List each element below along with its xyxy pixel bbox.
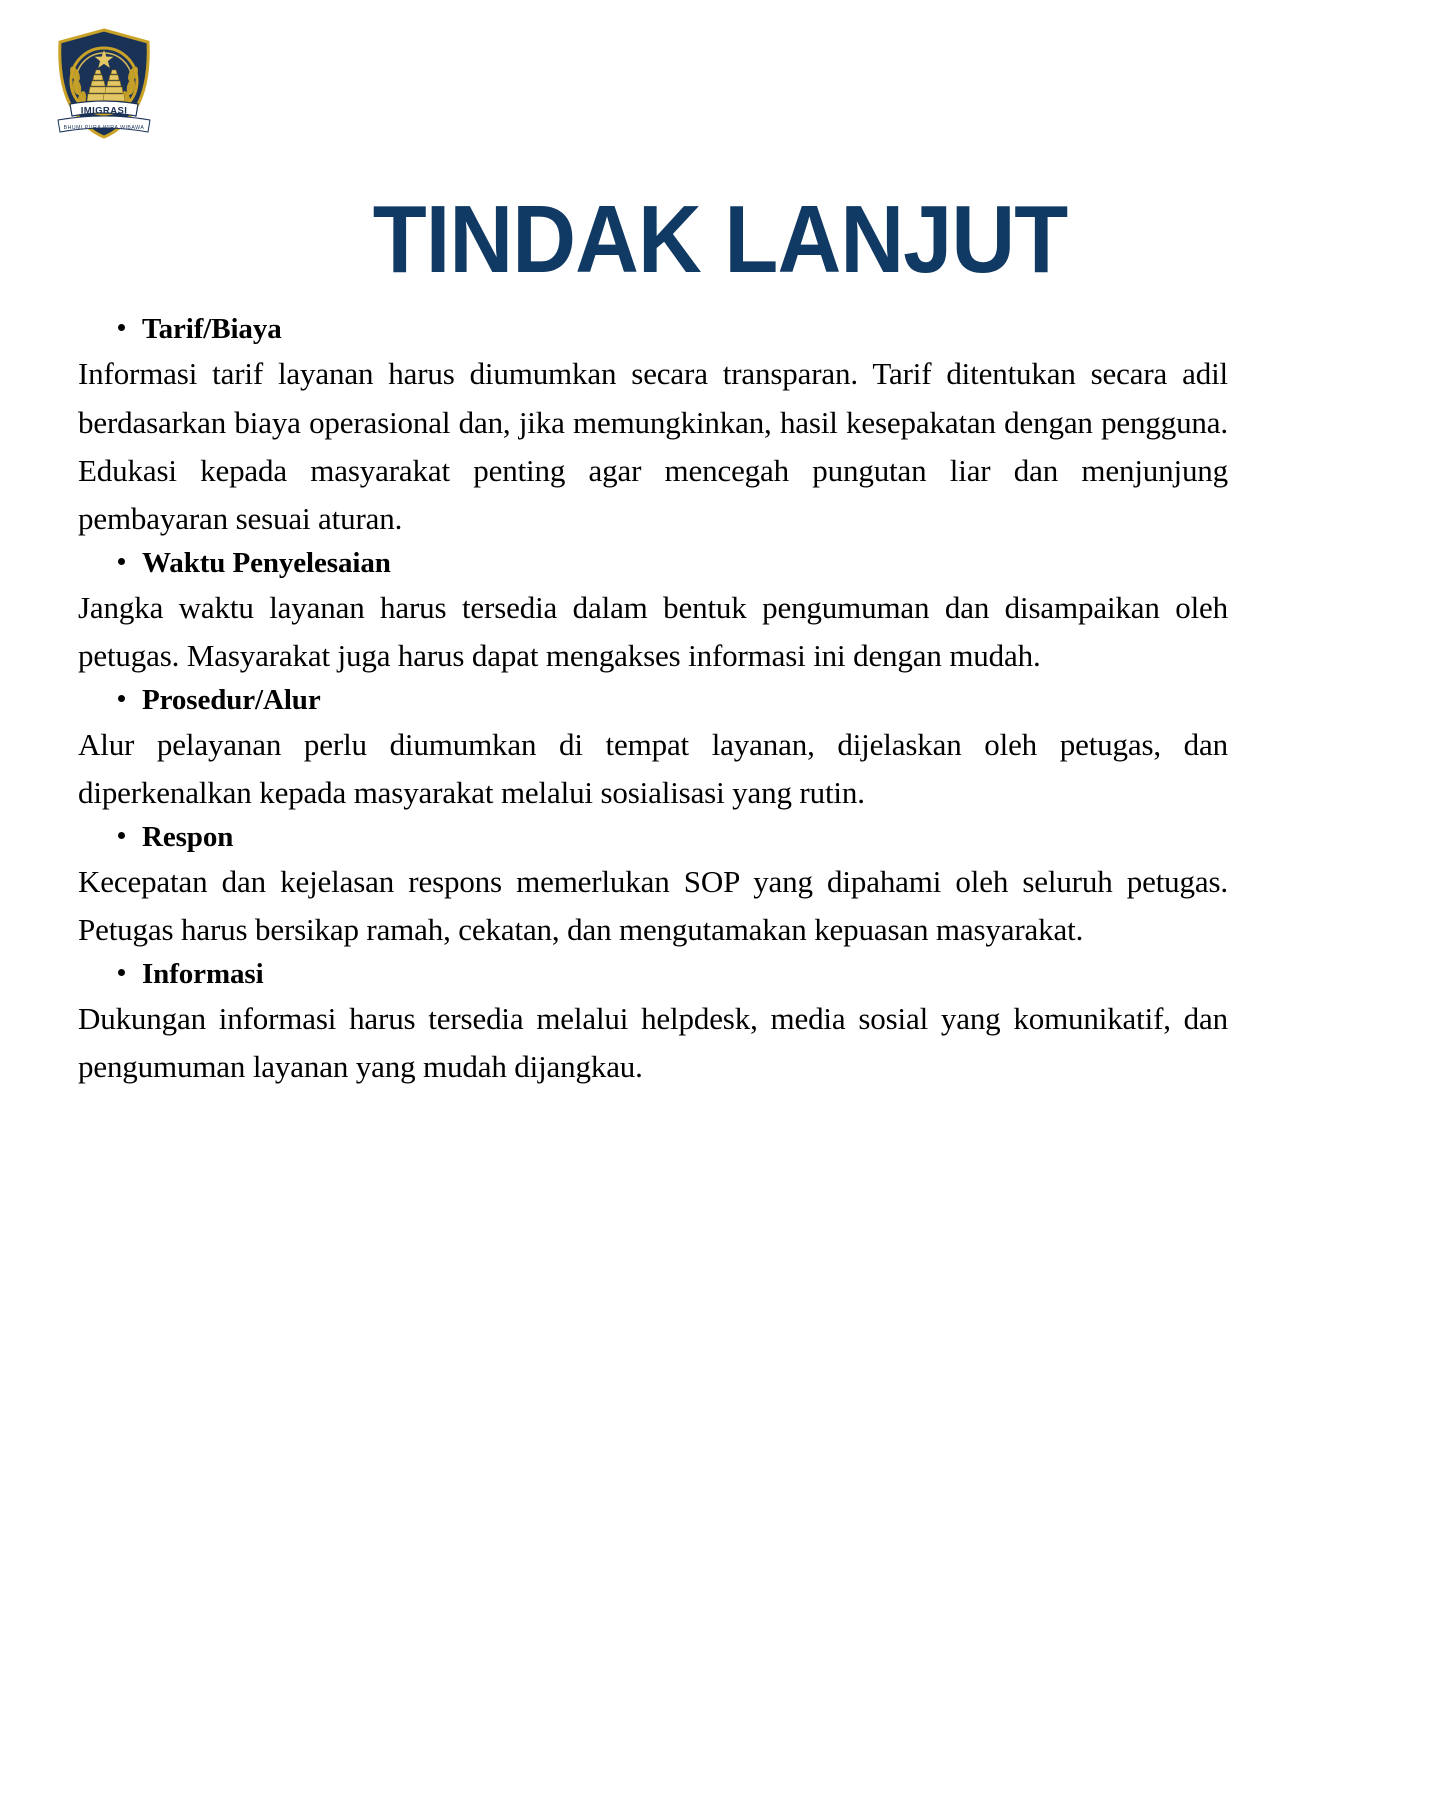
- page-title: TINDAK LANJUT: [372, 186, 1068, 294]
- section-paragraph-prosedur-alur: Alur pelayanan perlu diumumkan di tempat layanan, dijelaskan oleh petugas, dan diperkenalkan kepada masyarakat melalui sosialisasi yang rutin.: [78, 726, 1228, 811]
- bullet-dot-icon: [118, 832, 125, 839]
- section-heading-prosedur-alur: [118, 681, 1228, 719]
- section-heading-respon: [118, 818, 1228, 856]
- section-heading-label: Informasi: [142, 957, 264, 990]
- section-tarif-biaya: [78, 310, 1228, 544]
- section-paragraph-waktu-penyelesaian: Jangka waktu layanan harus tersedia dalam bentuk pengumuman dan disampaikan oleh petugas. Masyarakat juga harus dapat mengakses informasi ini dengan mudah.: [78, 589, 1228, 674]
- document-body: [78, 310, 1228, 1092]
- section-respon: [78, 818, 1228, 955]
- section-prosedur-alur: [78, 681, 1228, 818]
- section-heading-label: Respon: [142, 820, 234, 853]
- section-heading-tarif-biaya: [118, 310, 1228, 348]
- bullet-dot-icon: [118, 324, 125, 331]
- section-heading-label: Prosedur/Alur: [142, 683, 321, 716]
- logo-banner-text: IMIGRASI: [80, 105, 128, 117]
- bullet-dot-icon: [118, 969, 125, 976]
- section-informasi: [78, 955, 1228, 1092]
- section-heading-label: Waktu Penyelesaian: [142, 546, 391, 579]
- section-paragraph-informasi: Dukungan informasi harus tersedia melalui helpdesk, media sosial yang komunikatif, dan pengumuman layanan yang mudah dijangkau.: [78, 1000, 1228, 1085]
- bullet-dot-icon: [118, 558, 125, 565]
- section-paragraph-respon: Kecepatan dan kejelasan respons memerlukan SOP yang dipahami oleh seluruh petugas. Petugas harus bersikap ramah, cekatan, dan mengutamakan kepuasan masyarakat.: [78, 863, 1228, 948]
- section-waktu-penyelesaian: [78, 544, 1228, 681]
- section-heading-waktu-penyelesaian: [118, 544, 1228, 582]
- section-paragraph-tarif-biaya: Informasi tarif layanan harus diumumkan secara transparan. Tarif ditentukan secara adil berdasarkan biaya operasional dan, jika memungkinkan, hasil kesepakatan dengan pengguna. Edukasi kepada masyarakat penting agar mencegah pungutan liar dan menjunjung pembayaran sesuai aturan.: [78, 356, 1228, 537]
- bullet-dot-icon: [118, 695, 125, 702]
- logo-motto-text: BHUMI PURA WIRA WIBAWA: [63, 125, 145, 131]
- imigrasi-emblem-logo: [44, 24, 164, 142]
- section-heading-informasi: [118, 955, 1228, 993]
- section-heading-label: Tarif/Biaya: [142, 313, 282, 345]
- imigrasi-emblem-icon: [44, 24, 164, 142]
